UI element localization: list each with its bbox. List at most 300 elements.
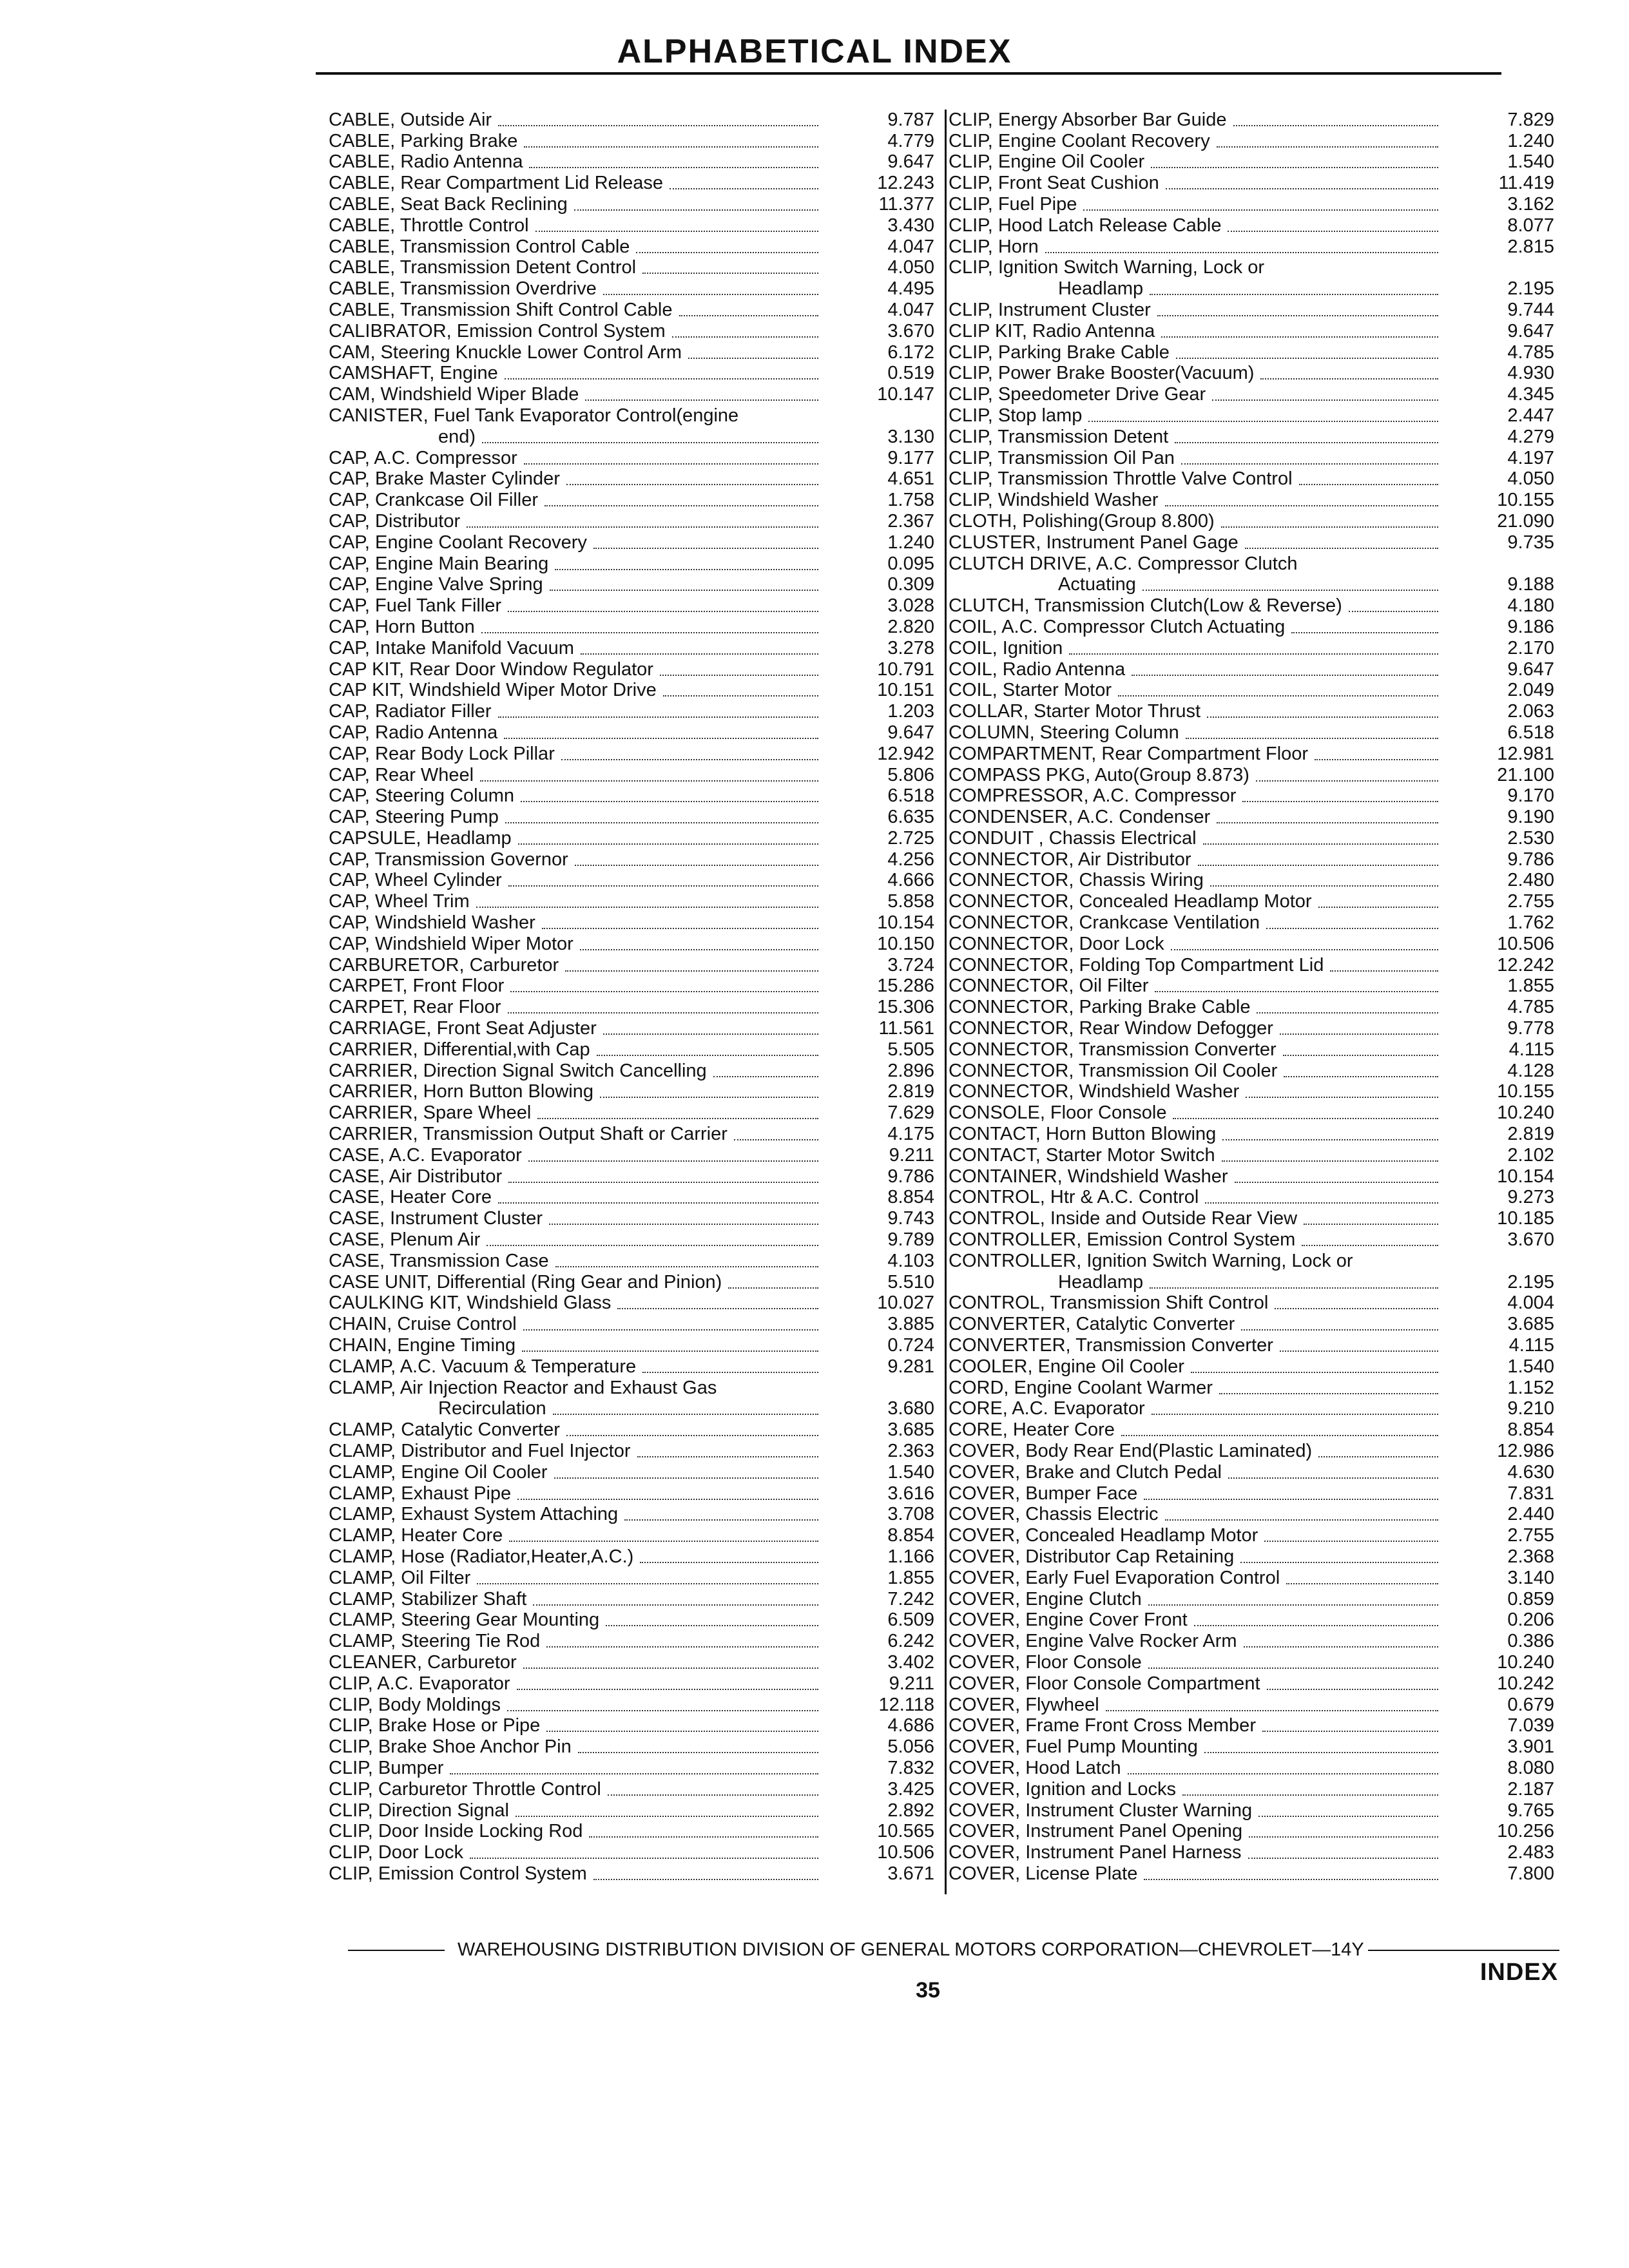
dot-leader [603, 1029, 818, 1035]
entry-name: CAPSULE, Headlamp [329, 827, 512, 849]
index-entry [329, 827, 934, 848]
entry-name: COIL, Radio Antenna [949, 658, 1126, 680]
index-entry [949, 679, 1554, 700]
entry-name: COVER, Engine Clutch [949, 1588, 1142, 1610]
index-entry [329, 1249, 934, 1271]
entry-number: 9.170 [1507, 785, 1554, 807]
entry-name: CAP KIT, Rear Door Window Regulator [329, 658, 653, 680]
index-entry [949, 256, 1554, 278]
dot-leader [1318, 902, 1438, 908]
entry-number: 2.363 [887, 1441, 934, 1461]
index-entry [949, 1165, 1554, 1186]
index-entry [329, 468, 934, 489]
entry-name: CANISTER, Fuel Tank Evaporator Control(engine [329, 405, 739, 426]
dot-leader [487, 1240, 818, 1246]
entry-number: 9.647 [887, 722, 934, 743]
entry-name: CONTAINER, Windshield Washer [949, 1166, 1228, 1187]
dot-leader [507, 1706, 818, 1711]
entry-number: 9.789 [887, 1229, 934, 1251]
index-entry [949, 1566, 1554, 1588]
entry-number: 15.286 [877, 975, 934, 997]
dot-leader [1249, 1832, 1438, 1838]
dot-leader [600, 1092, 818, 1098]
entry-number: 2.440 [1507, 1504, 1554, 1525]
entry-name: CARRIAGE, Front Seat Adjuster [329, 1018, 597, 1039]
index-entry [949, 1271, 1554, 1292]
dot-leader [1132, 670, 1438, 676]
entry-number: 0.095 [887, 553, 934, 574]
index-entry [949, 1545, 1554, 1566]
dot-leader [606, 1620, 818, 1626]
entry-name: CLIP, Parking Brake Cable [949, 341, 1170, 363]
entry-name: COVER, Engine Cover Front [949, 1610, 1188, 1631]
entry-number: 10.506 [1497, 933, 1554, 954]
dot-leader [1349, 606, 1438, 612]
entry-number: 3.724 [887, 954, 934, 975]
entry-number: 1.240 [887, 532, 934, 553]
index-entry [949, 1862, 1554, 1883]
entry-name: CLIP, A.C. Evaporator [329, 1673, 510, 1694]
dot-leader [1181, 459, 1438, 465]
index-entry [949, 1398, 1554, 1419]
index-entry [329, 1756, 934, 1778]
entry-name: CAP, Horn Button [329, 616, 475, 637]
dot-leader [688, 353, 818, 359]
entry-name: CLIP, Transmission Throttle Valve Control [949, 468, 1293, 490]
entry-number: 2.819 [1507, 1124, 1554, 1145]
index-entry [329, 362, 934, 383]
entry-name: CAP, Rear Body Lock Pillar [329, 743, 555, 764]
entry-number: 5.858 [887, 891, 934, 912]
entry-number: 2.480 [1507, 870, 1554, 891]
entry-name: CONSOLE, Floor Console [949, 1102, 1167, 1124]
entry-name: CAP, Windshield Washer [329, 912, 535, 934]
dot-leader [510, 986, 818, 992]
dot-leader [1315, 754, 1438, 760]
index-entry [949, 1144, 1554, 1165]
entry-name: end) [438, 426, 476, 447]
index-entry [949, 1376, 1554, 1398]
entry-name: CLIP, Bumper [329, 1757, 444, 1778]
entry-name: CARRIER, Spare Wheel [329, 1102, 532, 1124]
page-number: 35 [916, 1978, 940, 2003]
index-entry [949, 552, 1554, 573]
dot-leader [470, 1853, 818, 1859]
entry-number: 6.242 [887, 1631, 934, 1652]
entry-name: CARRIER, Direction Signal Switch Cancelling [329, 1060, 707, 1081]
dot-leader [1212, 395, 1438, 401]
index-entry [329, 425, 934, 447]
index-entry [329, 510, 934, 531]
entry-name: CONTROLLER, Emission Control System [949, 1229, 1296, 1251]
dot-leader [505, 374, 818, 380]
entry-name: CONTROL, Htr & A.C. Control [949, 1187, 1199, 1208]
entry-number: 3.685 [887, 1419, 934, 1441]
entry-name: CAULKING KIT, Windshield Glass [329, 1293, 612, 1314]
index-entry [949, 1334, 1554, 1355]
dot-leader [508, 881, 818, 887]
dot-leader [1228, 226, 1438, 232]
dot-leader [1150, 1283, 1438, 1289]
entry-name: CHAIN, Engine Timing [329, 1335, 516, 1356]
index-entry [949, 1735, 1554, 1756]
entry-number: 12.242 [1497, 954, 1554, 975]
entry-name: CLIP, Hood Latch Release Cable [949, 215, 1222, 236]
dot-leader [545, 501, 818, 506]
index-entry [949, 890, 1554, 911]
dot-leader [476, 902, 818, 908]
entry-name: CAP, Engine Valve Spring [329, 574, 543, 595]
entry-number: 9.211 [889, 1673, 934, 1694]
entry-number: 6.172 [887, 341, 934, 363]
dot-leader [535, 226, 818, 232]
page-title: ALPHABETICAL INDEX [617, 33, 1012, 70]
entry-name: CAP, Radio Antenna [329, 722, 498, 743]
entry-number: 3.028 [887, 595, 934, 617]
entry-number: 0.386 [1507, 1631, 1554, 1652]
index-entry [949, 404, 1554, 425]
entry-name: CONNECTOR, Parking Brake Cable [949, 997, 1251, 1018]
entry-name: COVER, Distributor Cap Retaining [949, 1546, 1235, 1567]
index-column-left [329, 108, 934, 1883]
entry-name: CONDENSER, A.C. Condenser [949, 807, 1211, 828]
entry-number: 8.854 [1507, 1419, 1554, 1441]
index-entry [329, 932, 934, 954]
dot-leader [1262, 1726, 1438, 1732]
entry-number: 10.154 [1497, 1166, 1554, 1187]
index-entry [949, 911, 1554, 932]
index-entry [949, 510, 1554, 531]
index-entry [329, 108, 934, 130]
entry-name: CLAMP, Steering Tie Rod [329, 1631, 541, 1652]
entry-name: COVER, Instrument Panel Harness [949, 1842, 1242, 1863]
entry-name: CLIP, Door Inside Locking Rod [329, 1821, 583, 1842]
index-entry [329, 1292, 934, 1313]
entry-number: 4.345 [1507, 384, 1554, 405]
section-label: INDEX [1480, 1959, 1558, 1986]
index-entry [949, 214, 1554, 235]
dot-leader [550, 585, 818, 591]
dot-leader [508, 1008, 818, 1014]
entry-name: COIL, Starter Motor [949, 680, 1112, 701]
index-entry [949, 658, 1554, 679]
entry-name: COVER, Early Fuel Evaporation Control [949, 1567, 1280, 1588]
dot-leader [509, 1536, 818, 1542]
index-entry [949, 1122, 1554, 1144]
entry-number: 4.115 [1509, 1039, 1554, 1060]
entry-name: Headlamp [1058, 278, 1144, 300]
index-entry [949, 1482, 1554, 1503]
dot-leader [481, 628, 818, 633]
entry-name: CLUTCH DRIVE, A.C. Compressor Clutch [949, 553, 1298, 574]
entry-number: 9.744 [1507, 299, 1554, 320]
entry-number: 1.166 [887, 1546, 934, 1567]
index-entry [949, 764, 1554, 785]
entry-number: 0.859 [1507, 1588, 1554, 1610]
index-entry [329, 1715, 934, 1736]
dot-leader [1284, 1072, 1438, 1077]
entry-name: CONTACT, Starter Motor Switch [949, 1144, 1215, 1166]
dot-leader [523, 1663, 818, 1669]
index-entry [329, 1503, 934, 1524]
dot-leader [1228, 1473, 1438, 1479]
index-entry [949, 468, 1554, 489]
entry-name: CABLE, Transmission Detent Control [329, 257, 637, 278]
index-entry [329, 1418, 934, 1439]
entry-name: CAP, Windshield Wiper Motor [329, 933, 574, 954]
entry-name: CAP, Intake Manifold Vacuum [329, 637, 574, 658]
entry-name: CORE, Heater Core [949, 1419, 1115, 1441]
entry-number: 4.495 [887, 278, 934, 300]
index-entry [329, 1524, 934, 1545]
entry-name: CLIP KIT, Radio Antenna [949, 320, 1155, 341]
entry-number: 10.242 [1497, 1673, 1554, 1694]
index-entry [329, 1545, 934, 1566]
entry-name: COVER, Floor Console Compartment [949, 1673, 1260, 1694]
entry-name: CLIP, Emission Control System [329, 1863, 587, 1884]
index-entry [329, 721, 934, 742]
index-entry [949, 1017, 1554, 1038]
index-entry [329, 1820, 934, 1841]
dot-leader [555, 1262, 818, 1267]
entry-number: 4.785 [1507, 997, 1554, 1018]
entry-name: CAP, Crankcase Oil Filler [329, 490, 539, 511]
entry-number: 9.778 [1507, 1018, 1554, 1039]
index-entry [329, 1799, 934, 1820]
dot-leader [663, 691, 818, 697]
entry-number: 2.195 [1507, 1271, 1554, 1293]
index-entry [329, 531, 934, 552]
index-entry [329, 1186, 934, 1207]
entry-number: 4.128 [1507, 1060, 1554, 1081]
entry-number: 1.540 [887, 1461, 934, 1483]
entry-number: 7.831 [1507, 1483, 1554, 1504]
entry-number: 8.854 [887, 1187, 934, 1208]
index-entry [329, 1144, 934, 1165]
index-entry [329, 911, 934, 932]
entry-number: 1.540 [1507, 151, 1554, 173]
entry-number: 21.090 [1497, 510, 1554, 532]
dot-leader [679, 311, 819, 316]
entry-number: 3.140 [1507, 1567, 1554, 1588]
dot-leader [1217, 818, 1438, 823]
entry-name: CASE, Instrument Cluster [329, 1208, 543, 1229]
dot-leader [1246, 1092, 1438, 1098]
entry-name: CASE UNIT, Differential (Ring Gear and Pinion) [329, 1271, 722, 1293]
dot-leader [1106, 1706, 1438, 1711]
entry-number: 4.050 [887, 257, 934, 278]
index-entry [329, 954, 934, 975]
dot-leader [566, 1430, 818, 1436]
index-entry [949, 362, 1554, 383]
entry-number: 5.806 [887, 764, 934, 785]
index-entry [949, 1101, 1554, 1122]
entry-number: 9.273 [1507, 1187, 1554, 1208]
index-entry [329, 1355, 934, 1376]
index-entry [329, 447, 934, 468]
index-entry [949, 1778, 1554, 1799]
index-entry [949, 954, 1554, 975]
entry-number: 4.779 [887, 130, 934, 151]
index-entry [949, 108, 1554, 130]
entry-number: 10.154 [877, 912, 934, 934]
index-entry [949, 1693, 1554, 1715]
entry-number: 9.735 [1507, 532, 1554, 553]
dot-leader [1155, 986, 1438, 992]
entry-number: 3.670 [1507, 1229, 1554, 1251]
entry-name: CORE, A.C. Evaporator [949, 1398, 1145, 1419]
index-entry [949, 1059, 1554, 1081]
dot-leader [585, 395, 818, 401]
entry-name: COVER, Instrument Cluster Warning [949, 1800, 1253, 1821]
index-entry [329, 637, 934, 658]
index-entry [949, 785, 1554, 806]
entry-number: 6.509 [887, 1610, 934, 1631]
index-entry [329, 1461, 934, 1482]
entry-number: 0.519 [887, 363, 934, 384]
entry-name: COVER, Engine Valve Rocker Arm [949, 1631, 1237, 1652]
entry-name: CLIP, Engine Coolant Recovery [949, 130, 1210, 151]
dot-leader [593, 543, 818, 549]
entry-name: CLAMP, Distributor and Fuel Injector [329, 1441, 631, 1461]
entry-number: 7.832 [887, 1757, 934, 1778]
index-entry [949, 594, 1554, 615]
index-entry [329, 1059, 934, 1081]
dot-leader [637, 1452, 818, 1457]
dot-leader [1191, 1367, 1438, 1373]
dot-leader [640, 1557, 818, 1563]
entry-number: 5.056 [887, 1736, 934, 1758]
entry-name: CONTROLLER, Ignition Switch Warning, Lock or [949, 1250, 1353, 1271]
entry-name: CONNECTOR, Crankcase Ventilation [949, 912, 1260, 934]
dot-leader [672, 332, 818, 338]
entry-name: CLIP, Horn [949, 236, 1039, 257]
entry-name: CABLE, Transmission Overdrive [329, 278, 597, 300]
index-entry [949, 805, 1554, 827]
entry-number: 1.152 [1507, 1377, 1554, 1398]
dot-leader [1318, 1452, 1438, 1457]
dot-leader [617, 1303, 818, 1309]
entry-number: 9.743 [887, 1208, 934, 1229]
entry-number: 3.708 [887, 1504, 934, 1525]
dot-leader [1173, 1113, 1438, 1119]
entry-name: CONNECTOR, Windshield Washer [949, 1081, 1240, 1102]
dot-leader [578, 1747, 818, 1753]
dot-leader [1242, 796, 1438, 802]
entry-name: CLUSTER, Instrument Panel Gage [949, 532, 1239, 553]
index-entry [949, 151, 1554, 172]
dot-leader [1198, 860, 1438, 866]
index-entry [329, 1841, 934, 1862]
entry-name: Headlamp [1058, 1271, 1144, 1293]
entry-number: 2.755 [1507, 1525, 1554, 1546]
index-entry [949, 1715, 1554, 1736]
entry-number: 9.786 [887, 1166, 934, 1187]
dot-leader [554, 1473, 818, 1479]
dot-leader [1203, 839, 1438, 845]
entry-number: 1.240 [1507, 130, 1554, 151]
entry-number: 2.820 [887, 616, 934, 637]
entry-number: 4.686 [887, 1715, 934, 1736]
entry-number: 10.240 [1497, 1102, 1554, 1124]
entry-name: CLIP, Speedometer Drive Gear [949, 384, 1206, 405]
entry-number: 3.430 [887, 215, 934, 236]
dot-leader [1260, 374, 1438, 380]
entry-name: COLUMN, Steering Column [949, 722, 1179, 743]
entry-number: 4.047 [887, 299, 934, 320]
entry-name: CARPET, Rear Floor [329, 997, 501, 1018]
entry-name: COVER, Concealed Headlamp Motor [949, 1525, 1258, 1546]
entry-number: 12.243 [877, 173, 934, 194]
entry-number: 9.188 [1507, 574, 1554, 595]
index-entry [329, 1122, 934, 1144]
title-rule [316, 72, 1501, 75]
index-entry [949, 1228, 1554, 1249]
index-entry [329, 383, 934, 404]
entry-number: 2.447 [1507, 405, 1554, 426]
dot-leader [1221, 522, 1438, 528]
dot-leader [542, 923, 818, 929]
entry-name: CASE, Plenum Air [329, 1229, 481, 1251]
index-entry [329, 995, 934, 1017]
dot-leader [1299, 479, 1438, 485]
dot-leader [566, 479, 818, 485]
index-entry [949, 320, 1554, 341]
entry-number: 10.147 [877, 384, 934, 405]
entry-name: COVER, Frame Front Cross Member [949, 1715, 1256, 1736]
entry-number: 1.203 [887, 701, 934, 722]
dot-leader [1083, 205, 1438, 211]
index-entry [949, 1841, 1554, 1862]
index-entry [329, 235, 934, 256]
index-entry [329, 320, 934, 341]
index-entry [949, 298, 1554, 320]
dot-leader [670, 184, 818, 189]
dot-leader [1176, 353, 1438, 359]
entry-name: CAP, Wheel Trim [329, 891, 470, 912]
entry-name: CAP, Wheel Cylinder [329, 870, 502, 891]
entry-name: CABLE, Throttle Control [329, 215, 529, 236]
entry-name: CLAMP, Engine Oil Cooler [329, 1461, 548, 1483]
index-entry [329, 341, 934, 362]
entry-name: COVER, Bumper Face [949, 1483, 1138, 1504]
entry-name: CLIP, Stop lamp [949, 405, 1083, 426]
dot-leader [517, 1494, 818, 1500]
entry-number: 9.786 [1507, 849, 1554, 870]
dot-leader [1144, 1494, 1438, 1500]
index-entry [329, 171, 934, 193]
entry-name: CARBURETOR, Carburetor [329, 954, 559, 975]
dot-leader [1166, 184, 1438, 189]
dot-leader [498, 712, 818, 718]
entry-number: 9.190 [1507, 807, 1554, 828]
dot-leader [575, 860, 818, 866]
dot-leader [636, 247, 818, 253]
entry-name: CLAMP, Exhaust Pipe [329, 1483, 512, 1504]
entry-number: 10.155 [1497, 490, 1554, 511]
index-entry [329, 1271, 934, 1292]
dot-leader [1121, 1430, 1438, 1436]
entry-name: COOLER, Engine Oil Cooler [949, 1356, 1184, 1377]
index-entry [329, 869, 934, 890]
entry-number: 3.885 [887, 1314, 934, 1335]
entry-name: CLOTH, Polishing(Group 8.800) [949, 510, 1215, 532]
dot-leader [1165, 501, 1438, 506]
entry-name: CLIP, Energy Absorber Bar Guide [949, 109, 1227, 130]
index-entry [949, 1418, 1554, 1439]
entry-name: CLIP, Transmission Detent [949, 426, 1169, 447]
index-entry [329, 700, 934, 721]
